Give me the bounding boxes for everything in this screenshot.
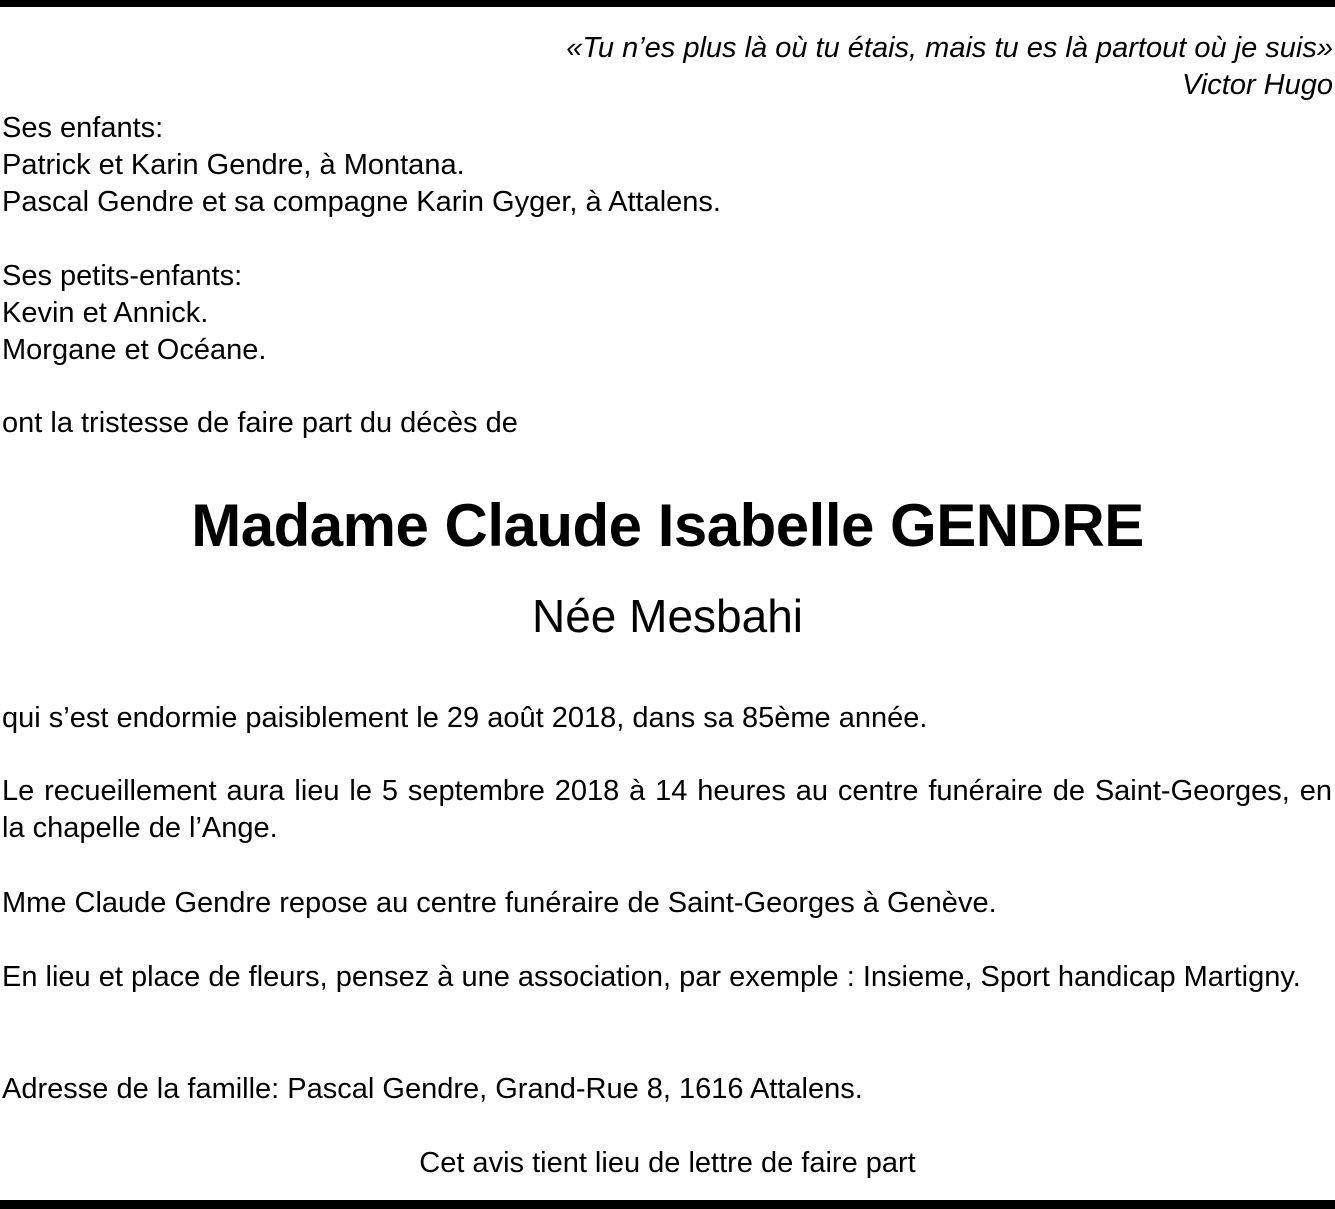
- resting-paragraph: Mme Claude Gendre repose au centre funéraire de Saint-Georges à Genève.: [2, 887, 997, 919]
- grandchildren-heading: Ses petits-enfants:: [2, 260, 243, 292]
- grandchildren-line-2: Morgane et Océane.: [2, 334, 267, 366]
- family-address-paragraph: Adresse de la famille: Pascal Gendre, Grand-Rue 8, 1616 Attalens.: [2, 1073, 863, 1105]
- announcement-text: ont la tristesse de faire part du décès de: [2, 407, 518, 439]
- top-border-rule: [0, 0, 1335, 7]
- children-heading: Ses enfants:: [2, 112, 164, 144]
- death-paragraph: qui s’est endormie paisiblement le 29 août 2018, dans sa 85ème année.: [2, 702, 928, 734]
- epigraph-quote: [566, 30, 1333, 104]
- quote-author: Victor Hugo: [1182, 69, 1333, 101]
- deceased-maiden-name: Née Mesbahi: [531, 590, 804, 642]
- children-line-2: Pascal Gendre et sa compagne Karin Gyger, à Attalens.: [2, 186, 721, 218]
- bottom-border-rule: [0, 1200, 1335, 1209]
- grandchildren-line-1: Kevin et Annick.: [2, 297, 209, 329]
- children-line-1: Patrick et Karin Gendre, à Montana.: [2, 149, 465, 181]
- ceremony-paragraph: Le recueillement aura lieu le 5 septembre 2018 à 14 heures au centre funéraire de Saint-Georges, en la chapelle de l’Ange.: [2, 775, 1332, 844]
- quote-text: «Tu n’es plus là où tu étais, mais tu es là partout où je suis»: [566, 32, 1333, 64]
- deceased-name: Madame Claude Isabelle GENDRE: [191, 492, 1144, 559]
- footer-note: Cet avis tient lieu de lettre de faire part: [419, 1147, 916, 1179]
- donations-paragraph: En lieu et place de fleurs, pensez à une association, par exemple : Insieme, Sport handicap Martigny.: [2, 961, 1301, 993]
